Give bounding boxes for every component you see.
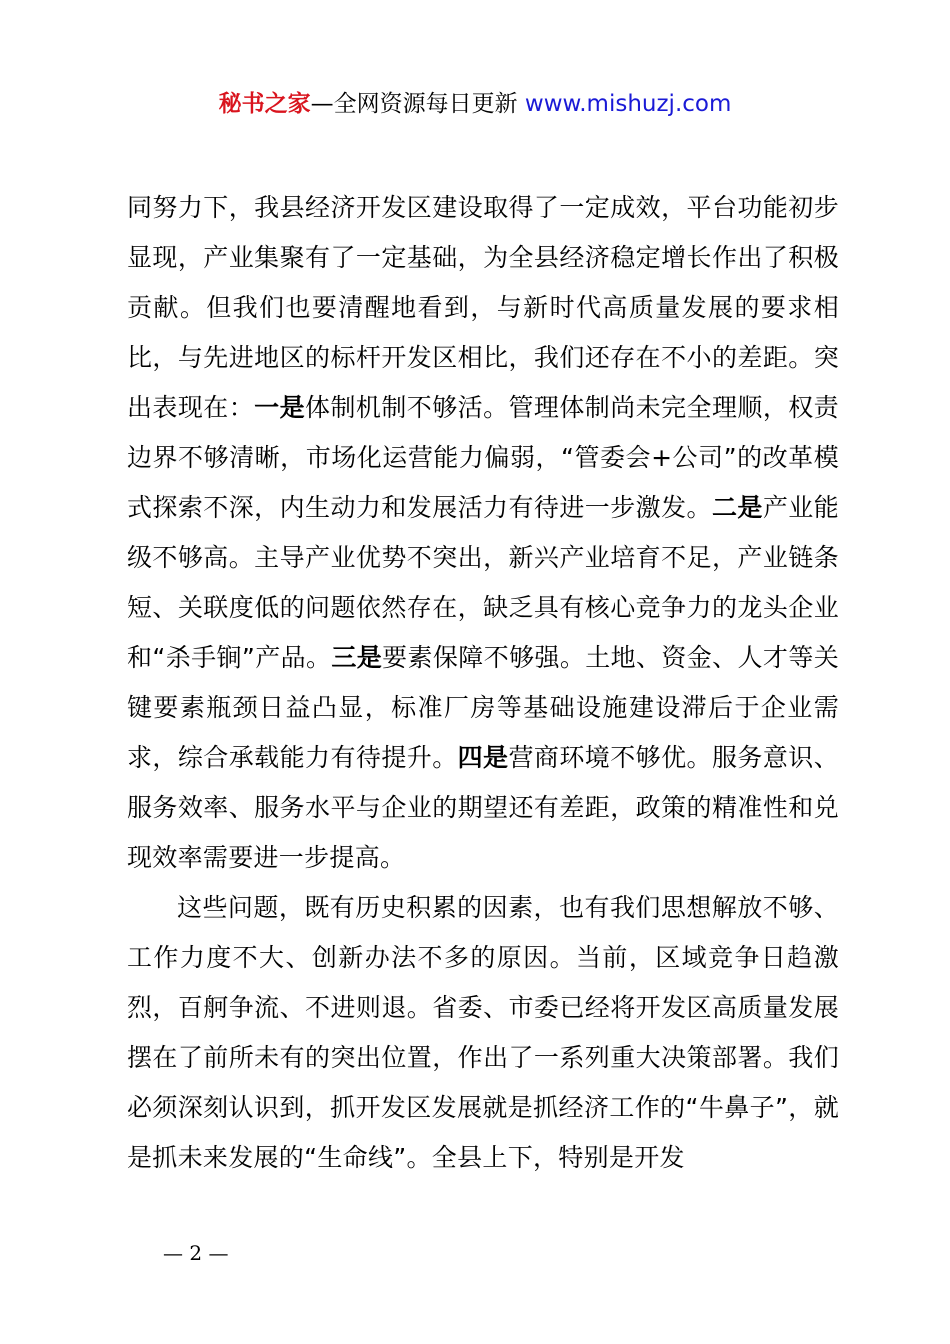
header-tagline: —全网资源每日更新 <box>310 91 525 117</box>
site-header <box>0 88 950 120</box>
page-number: — 2 — <box>163 1241 229 1265</box>
brand-name: 秘书之家 <box>218 91 311 117</box>
paragraph-text: 产业能级不够高。主导产业优势不突出，新兴产业培育不足，产业链条短、关联度低的问题依然存在，缺乏具有核心竞争力的龙头企业和“杀手锏”产品。 <box>127 493 839 672</box>
paragraph-text: 要素保障不够强。土地、资金、人才等关键要素瓶颈日益凸显，标准厂房等基础设施建设滞后于企业需求，综合承载能力有待提升。 <box>127 643 839 772</box>
paragraph-problems <box>127 183 839 883</box>
paragraph-text: 营商环境不够优。服务意识、服务效率、服务水平与企业的期望还有差距，政策的精准性和兑现效率需要进一步提高。 <box>127 743 839 872</box>
paragraph-text: 体制机制不够活。管理体制尚未完全理顺，权责边界不够清晰，市场化运营能力偏弱，“管委会+公司”的改革模式探索不深，内生动力和发展活力有待进一步激发。 <box>127 393 839 522</box>
site-url-link[interactable]: www.mishuzj.com <box>524 91 732 117</box>
document-body <box>127 183 839 1183</box>
paragraph-text: 同努力下，我县经济开发区建设取得了一定成效，平台功能初步显现，产业集聚有了一定基础，为全县经济稳定增长作出了积极贡献。但我们也要清醒地看到，与新时代高质量发展的要求相比，与先进地区的标杆开发区相比，我们还存在不小的差距。突出表现在： <box>127 193 839 422</box>
point-marker-4: 四是 <box>457 743 509 772</box>
point-marker-3: 三是 <box>331 643 383 672</box>
point-marker-2: 二是 <box>711 493 763 522</box>
paragraph-causes: 这些问题，既有历史积累的因素，也有我们思想解放不够、工作力度不大、创新办法不多的原因。当前，区域竞争日趋激烈，百舸争流、不进则退。省委、市委已经将开发区高质量发展摆在了前所未有的突出位置，作出了一系列重大决策部署。我们必须深刻认识到，抓开发区发展就是抓经济工作的“牛鼻子”，就是抓未来发展的“生命线”。全县上下，特别是开发 <box>127 893 839 1172</box>
point-marker-1: 一是 <box>254 393 306 422</box>
